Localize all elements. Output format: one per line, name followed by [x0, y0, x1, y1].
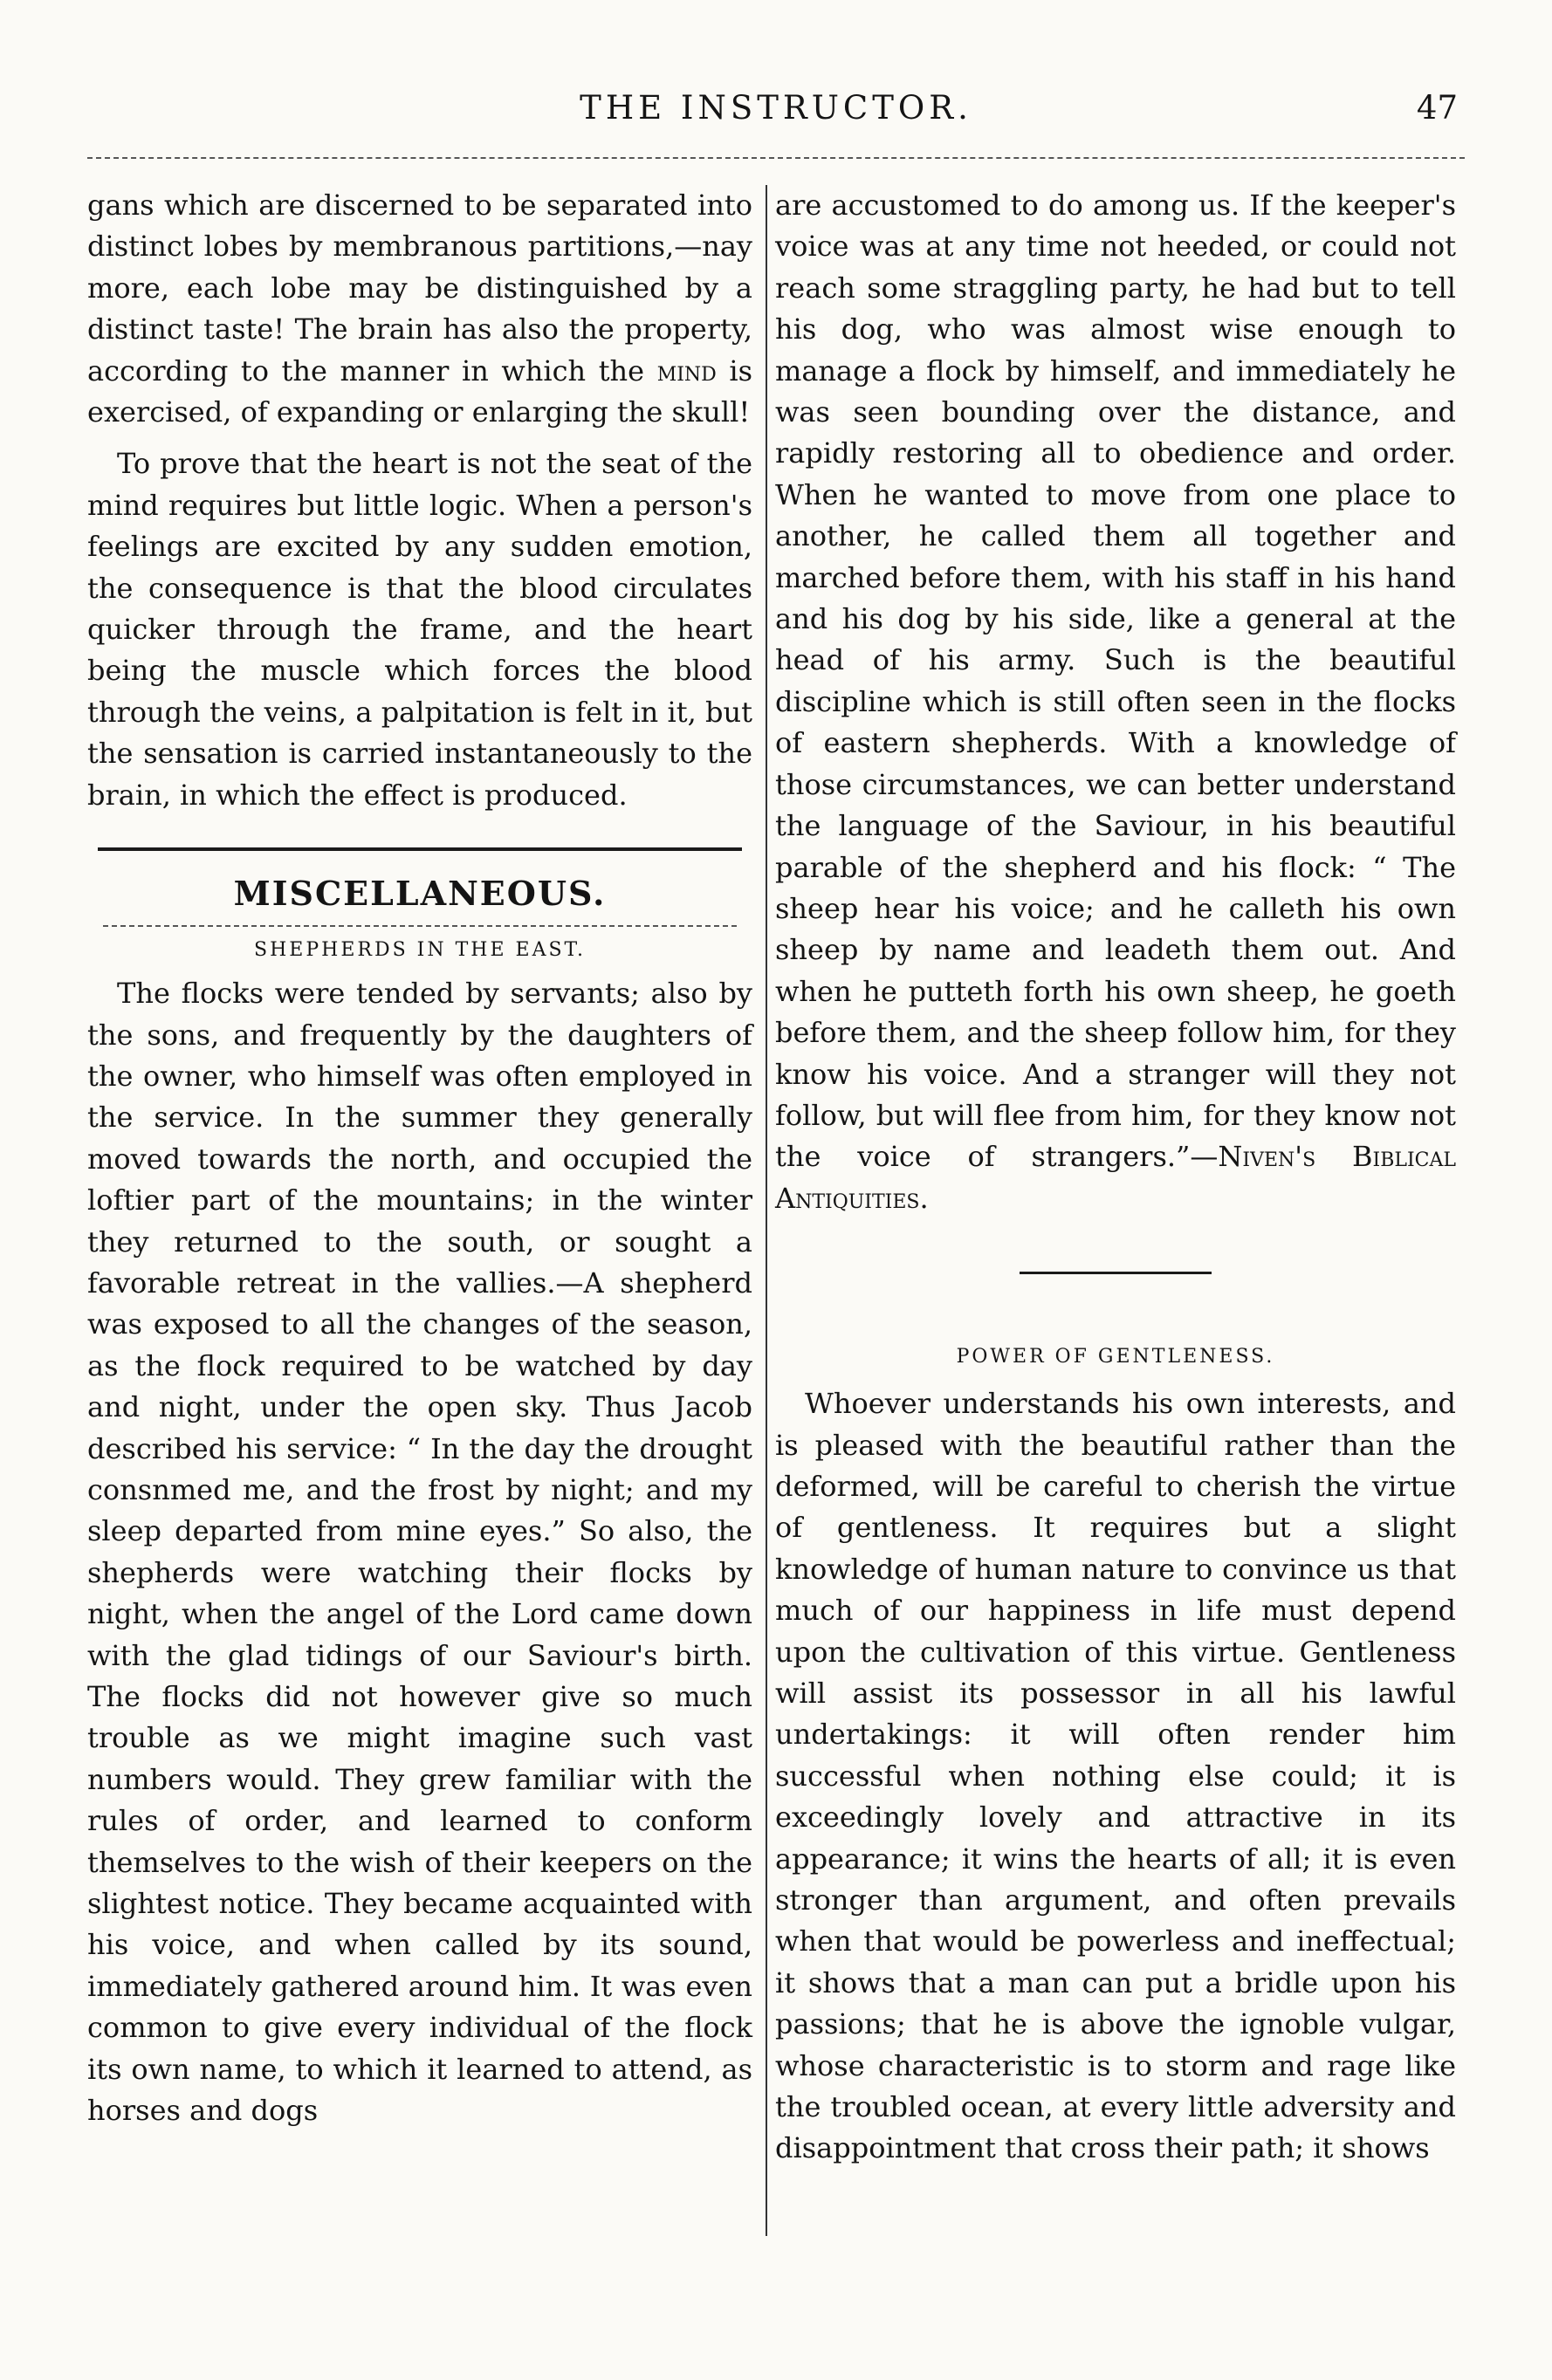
left-column: [87, 185, 752, 2131]
citation: Niven's Biblical Antiquities.: [775, 1140, 1457, 1215]
running-head: [0, 89, 1552, 133]
paragraph-text: gans which are discerned to be separated into distinct lobes by membranous partitions,—nay more, each lobe may be distinguished by a distinct taste! The brain has also the property, according to the manner in which the: [87, 189, 752, 388]
column-divider: [766, 185, 767, 2236]
paragraph-text: is exercised, of expanding or enlarging the skull!: [87, 353, 753, 429]
paragraph: To prove that the heart is not the seat of the mind requires but little logic. When a person's feelings are excited by any sudden emotion, the consequence is that the blood circulates quicker through the frame, and the heart being the muscle which forces the blood through the veins, a palpitation is felt in it, but the sensation is carried instantaneously to the brain, in which the effect is produced.: [87, 447, 752, 812]
section-title: MISCELLANEOUS.: [233, 874, 607, 914]
right-column: [775, 185, 1456, 2170]
paragraph: [775, 185, 1456, 1219]
paragraph-text: are accustomed to do among us. If the keeper's voice was at any time not heeded, or could not reach some straggling party, he had but to tell his dog, who was almost wise enough to manage a flock by himself, and immediately he was seen bounding over the distance, and rapidly restoring all to obedience and order. When he wanted to move from one place to another, he called them all together and marched before them, with his staff in his hand and his dog by his side, like a general at the head of his army. Such is the beautiful discipline which is still often seen in the flocks of eastern shepherds. With a knowledge of those circumstances, we can better understand the language of the Saviour, in his beautiful parable of the shepherd and his flock: “ The sheep hear his voice; and he calleth his own sheep by name and leadeth them out. And when he putteth forth his own sheep, he goeth before them, and the sheep follow him, for they know his voice. And a stranger will they not follow, but will flee from him, for they know not the voice of strangers.”—: [775, 189, 1456, 1174]
article-title: POWER OF GENTLENESS.: [956, 1346, 1275, 1368]
emphasis-mind: mind: [656, 353, 717, 388]
section-rule: [98, 847, 742, 851]
running-title: THE INSTRUCTOR.: [580, 89, 972, 127]
paragraph: [87, 185, 752, 433]
section-divider: [103, 925, 737, 927]
article-divider: [1020, 1272, 1212, 1274]
article-title: SHEPHERDS IN THE EAST.: [254, 939, 586, 962]
paragraph: Whoever understands his own interests, and is pleased with the beautiful rather than the deformed, will be careful to cherish the virtue of gentleness. It requires but a slight knowledge of human nature to convince us that much of our happiness in life must depend upon the cultivation of this virtue. Gentleness will assist its possessor in all his lawful undertakings: it will often render him successful when nothing else could; it is exceedingly lovely and attractive in its appearance; it wins the hearts of all; it is even stronger than argument, and often prevails when that would be powerless and ineffectual; it shows that a man can put a bridle upon his passions; that he is above the ignoble vulgar, whose characteristic is to storm and rage like the troubled ocean, at every little adversity and disappointment that cross their path; it shows: [775, 1387, 1456, 2165]
page-number: 47: [1416, 89, 1458, 127]
header-rule: [87, 157, 1465, 159]
paragraph: The flocks were tended by servants; also by the sons, and frequently by the daughters of the owner, who himself was often employed in the service. In the summer they generally moved towards the north, and occupied the loftier part of the mountains; in the winter they returned to the south, or sought a favorable retreat in the vallies.—A shepherd was exposed to all the changes of the season, as the flock required to be watched by day and night, under the open sky. Thus Jacob described his service: “ In the day the drought consnmed me, and the frost by night; and my sleep departed from mine eyes.” So also, the shepherds were watching their flocks by night, when the angel of the Lord came down with the glad tidings of our Saviour's birth. The flocks did not however give so much trouble as we might imagine such vast numbers would. They grew familiar with the rules of order, and learned to conform themselves to the wish of their keepers on the slightest notice. They became acquainted with his voice, and when called by its sound, immediately gathered around him. It was even common to give every individual of the flock its own name, to which it learned to attend, as horses and dogs: [87, 977, 752, 2128]
